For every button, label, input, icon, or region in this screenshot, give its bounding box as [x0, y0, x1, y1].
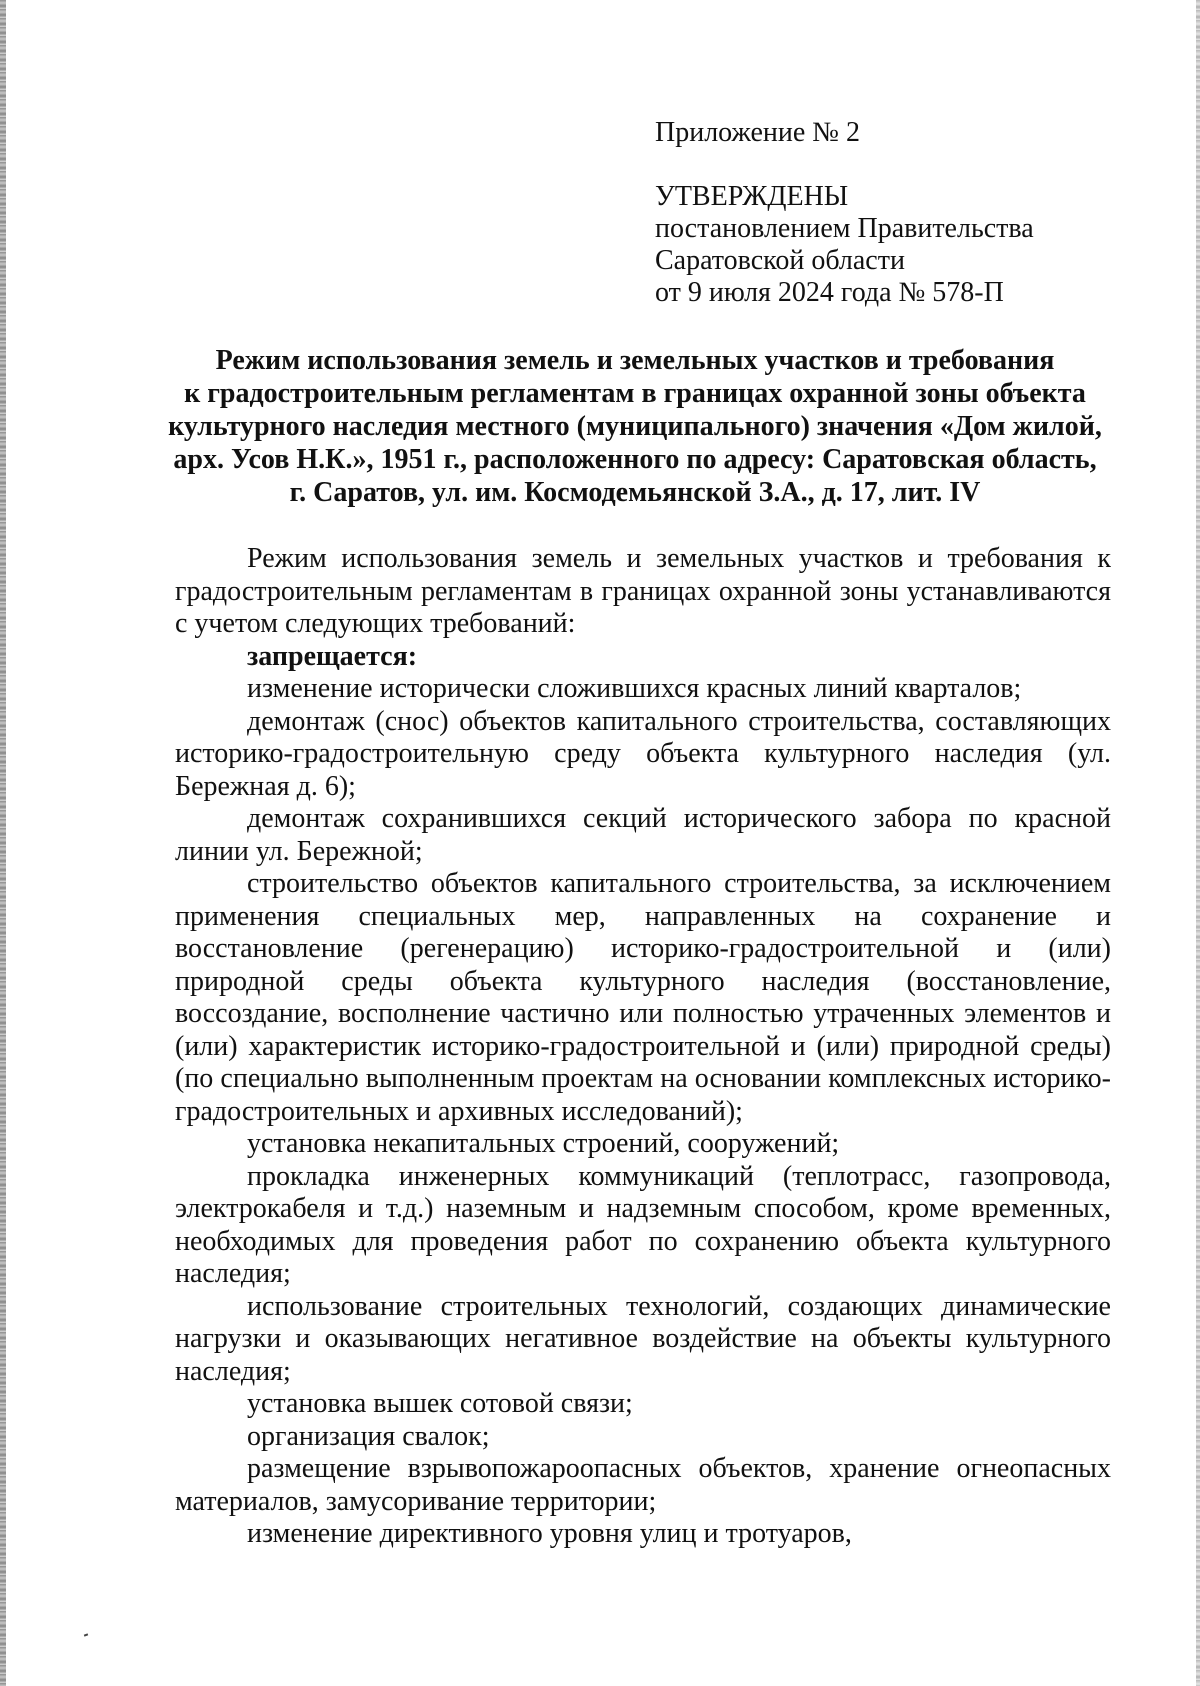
title-line: г. Саратов, ул. им. Космодемьянской З.А., д. 17, лит. IV — [289, 477, 981, 508]
list-item: демонтаж (снос) объектов капитального строительства, составляющих историко-градостроительную среду объекта культурного наследия (ул. Бережная д. 6); — [175, 705, 1111, 802]
document-title — [160, 344, 1110, 509]
list-item: строительство объектов капитального строительства, за исключением применения специальных мер, направленных на сохранение и восстановление (регенерацию) историко-градостроительной и (или) природной среды объекта культурного наследия (восстановление, воссоздание, восполнение частично или полностью утраченных элементов и (или) характеристик историко-градостроительной и (или) природной среды) (по специально выполненным проектам на основании комплексных историко-градостроительных и архивных исследований); — [175, 868, 1111, 1127]
approved-by-line: постановлением Правительства — [655, 213, 1034, 244]
approved-heading: УТВЕРЖДЕНЫ — [655, 181, 849, 212]
list-item: размещение взрывопожароопасных объектов, хранение огнеопасных материалов, замусоривание территории; — [175, 1453, 1111, 1517]
list-item: демонтаж сохранившихся секций исторического забора по красной линии ул. Бережной; — [175, 803, 1111, 867]
list-item: изменение директивного уровня улиц и тротуаров, — [247, 1518, 852, 1549]
list-item: изменение исторически сложившихся красных линий кварталов; — [247, 673, 1022, 704]
list-item: установка вышек сотовой связи; — [247, 1388, 633, 1419]
title-line: арх. Усов Н.К.», 1951 г., расположенного по адресу: Саратовская область, — [173, 444, 1097, 475]
title-line: к градостроительным регламентам в границах охранной зоны объекта — [184, 378, 1086, 409]
intro-paragraph: Режим использования земель и земельных участков и требования к градостроительным регламентам в границах охранной зоны устанавливаются с учетом следующих требований: — [175, 543, 1111, 639]
title-line: Режим использования земель и земельных участков и требования — [215, 345, 1055, 376]
scan-speck — [84, 1633, 88, 1636]
list-item: прокладка инженерных коммуникаций (теплотрасс, газопровода, электрокабеля и т.д.) наземным и надземным способом, кроме временных, необходимых для проведения работ по сохранению объекта культурного наследия; — [175, 1160, 1111, 1289]
list-item: установка некапитальных строений, сооружений; — [247, 1128, 840, 1159]
approval-block — [655, 181, 1034, 309]
list-item: использование строительных технологий, создающих динамические нагрузки и оказывающих негативное воздействие на объекты культурного наследия; — [175, 1290, 1111, 1387]
list-item: организация свалок; — [247, 1420, 490, 1452]
document-body — [175, 543, 1111, 1551]
prohibited-heading: запрещается: — [247, 640, 418, 672]
title-line: культурного наследия местного (муниципального) значения «Дом жилой, — [168, 411, 1102, 442]
appendix-label: Приложение № 2 — [655, 117, 860, 148]
scan-edge-right — [1196, 0, 1200, 1686]
approved-by-line: Саратовской области — [655, 245, 905, 276]
approved-by-line: от 9 июля 2024 года № 578-П — [655, 277, 1004, 308]
scan-edge-left — [0, 0, 6, 1686]
